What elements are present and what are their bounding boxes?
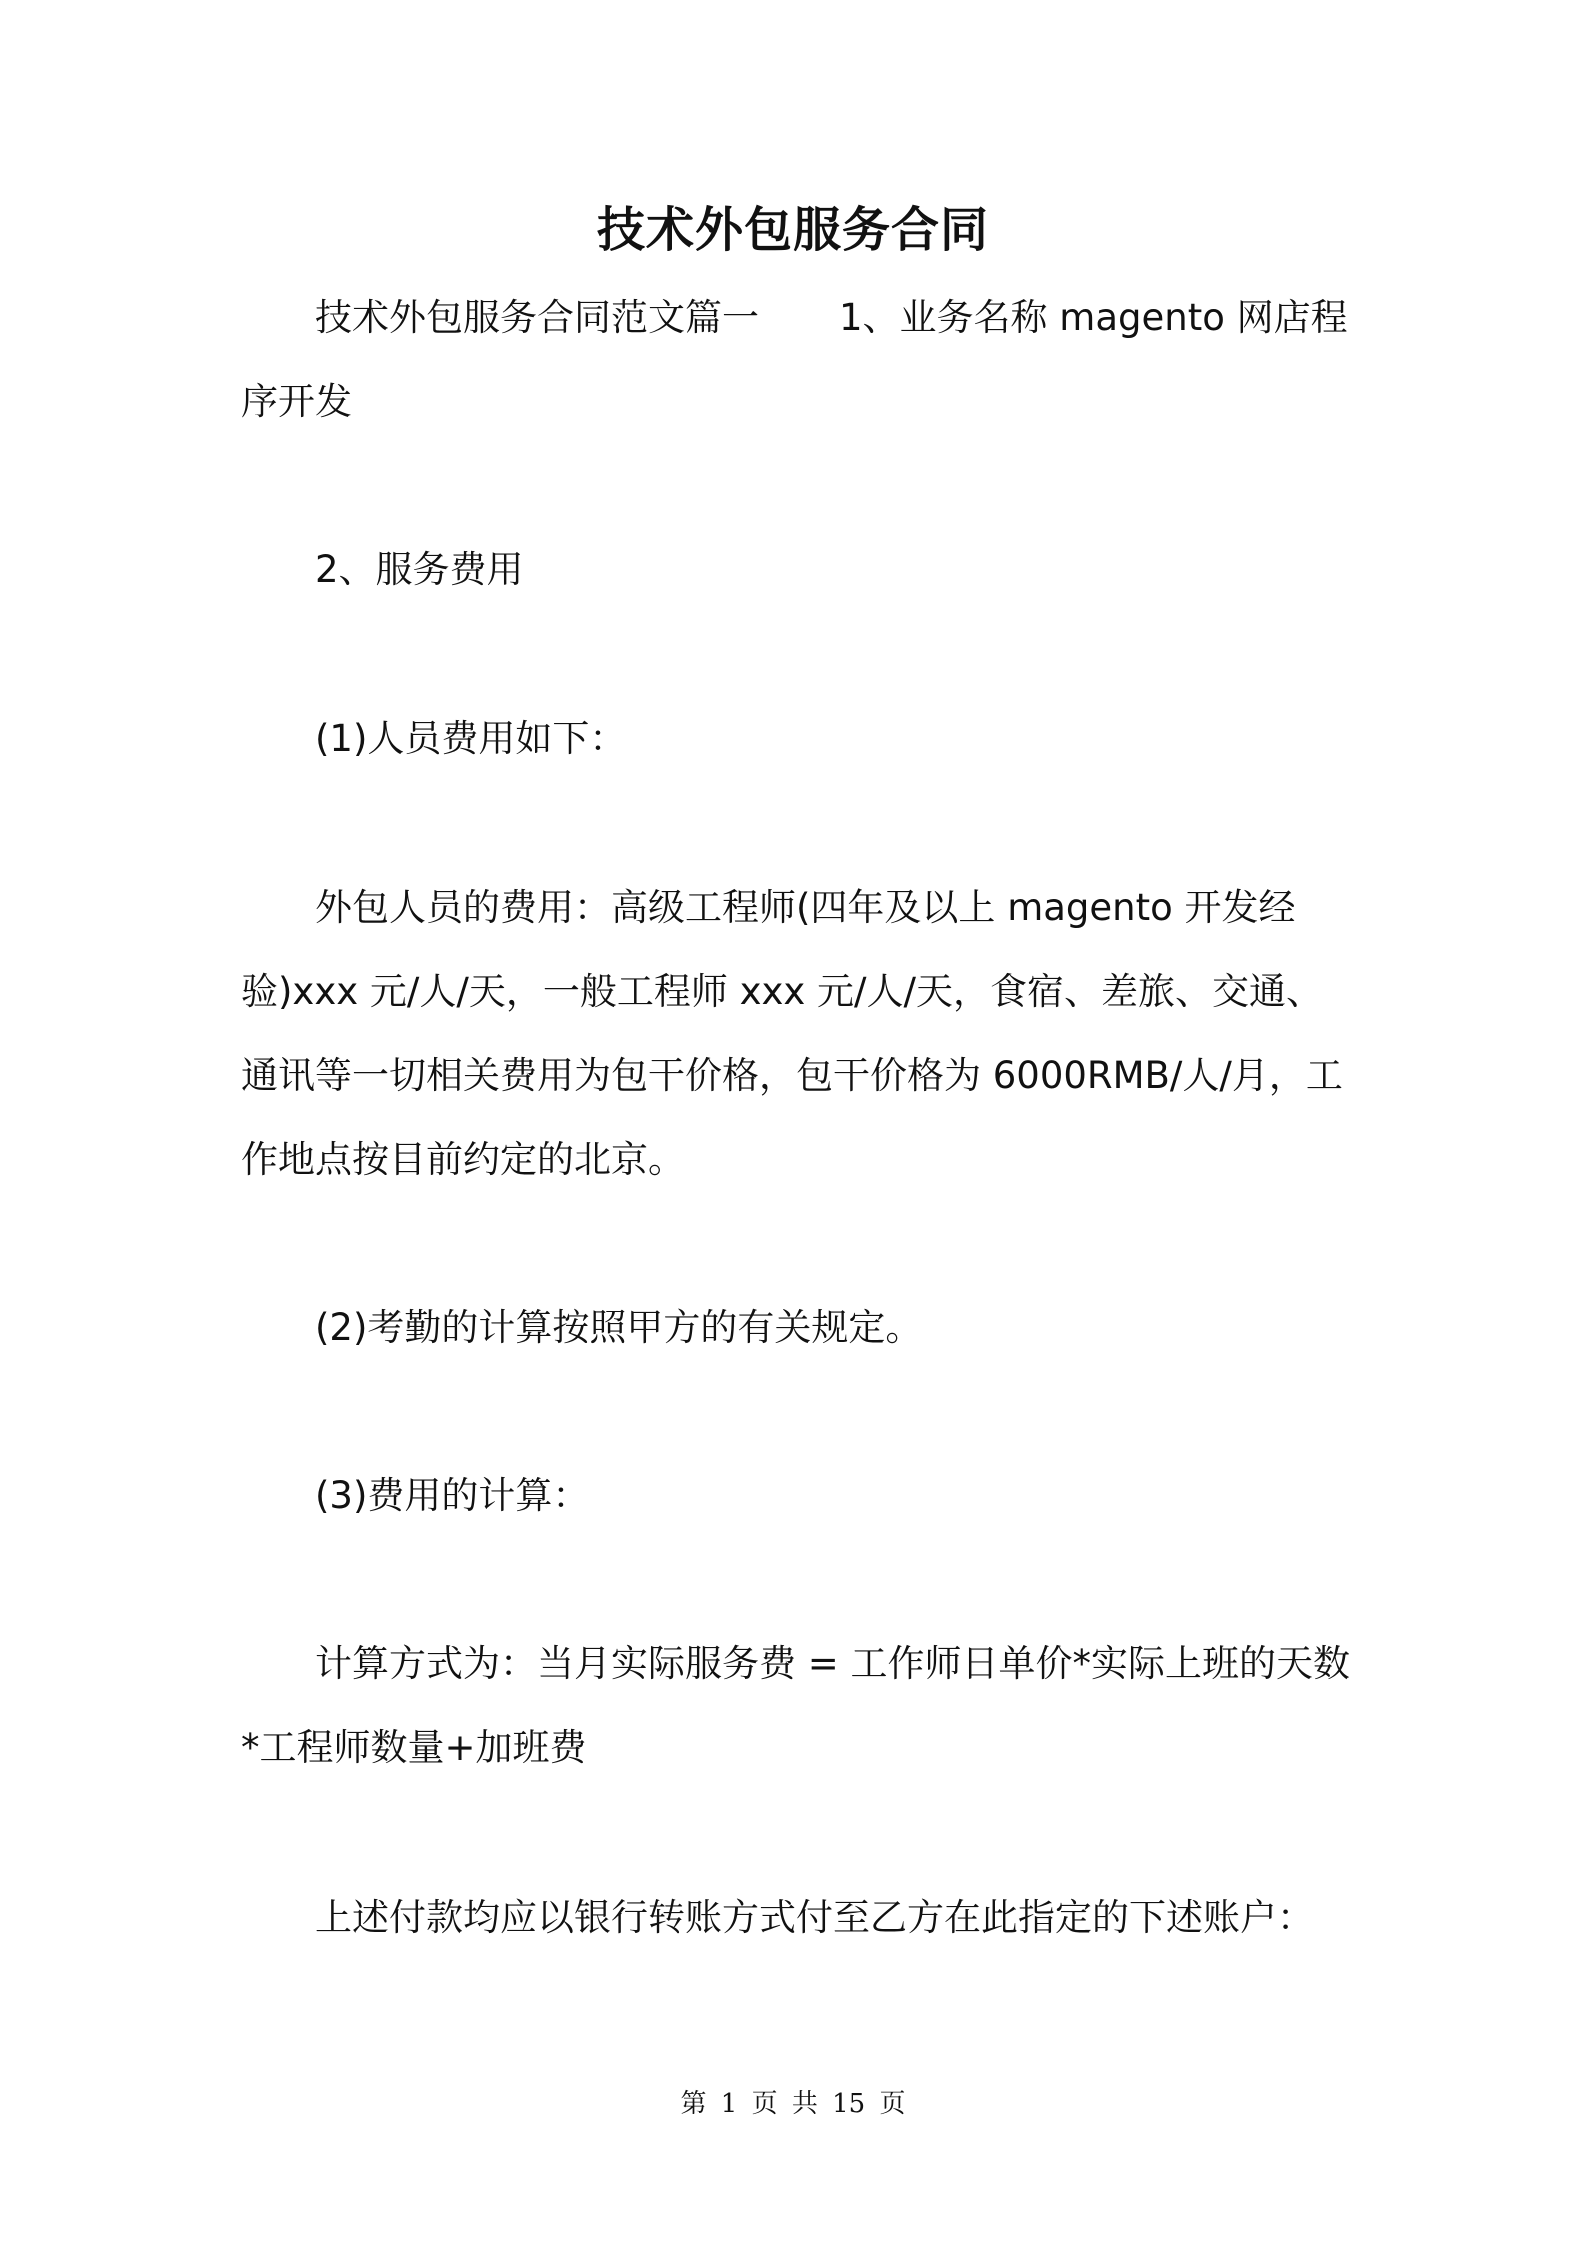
paragraph-attendance: (2)考勤的计算按照甲方的有关规定。 (315, 1306, 923, 1349)
paragraph-service-fee: 2、服务费用 (315, 548, 524, 591)
paragraph-business-name (241, 276, 1353, 444)
business-name-text: 1、业务名称 magento 网店程序开发 (241, 296, 1348, 423)
paragraph-outsourcing-cost: 外包人员的费用：高级工程师(四年及以上 magento 开发经验)xxx 元/人/天，一般工程师 xxx 元/人/天，食宿、差旅、交通、通讯等一切相关费用为包干价格，包干价格为 6000RMB/人/月，工作地点按目前约定的北京。 (241, 886, 1343, 1181)
paragraph-personnel-fee: (1)人员费用如下： (315, 717, 627, 760)
paragraph-calculation-method: 计算方式为：当月实际服务费 = 工作师日单价*实际上班的天数*工程师数量+加班费 (241, 1642, 1351, 1769)
paragraph-fee-calculation: (3)费用的计算： (315, 1474, 590, 1517)
paragraph-payment-account: 上述付款均应以银行转账方式付至乙方在此指定的下述账户： (315, 1896, 1314, 1939)
paragraph-heading: 技术外包服务合同范文篇一 (315, 296, 759, 339)
document-title: 技术外包服务合同 (596, 202, 989, 258)
page-number-footer: 第 1 页 共 15 页 (680, 2089, 906, 2119)
